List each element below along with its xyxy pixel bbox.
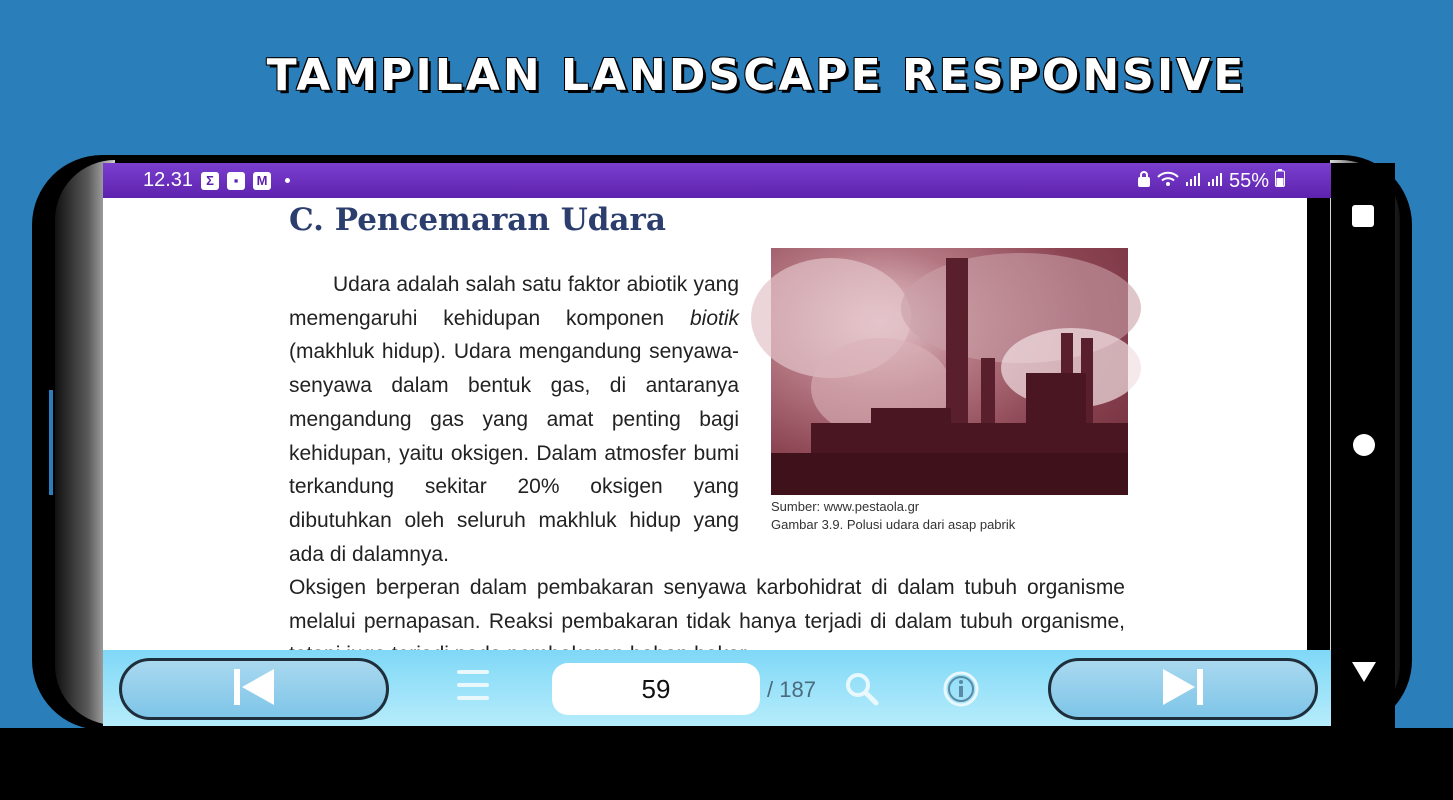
reader-toolbar: [103, 650, 1331, 726]
figure-caption: [771, 498, 1128, 534]
body-paragraph-wide: Oksigen berperan dalam pembakaran senyawa karbohidrat di dalam tubuh organisme melalui pernapasan. Reaksi pembakaran tidak hanya terjadi di dalam tubuh organisme,: [289, 576, 1125, 633]
notification-dot-icon: [285, 178, 290, 183]
recent-apps-icon[interactable]: [1352, 205, 1374, 227]
paragraph-text-1: Udara adalah salah satu faktor abiotik yang memengaruhi kehidupan komponen: [289, 273, 739, 330]
figure-title: Gambar 3.9. Polusi udara dari asap pabrik: [771, 517, 1016, 532]
wifi-icon: [1157, 170, 1179, 193]
paragraph-italic-term: biotik: [689, 306, 739, 330]
figure-pollution-photo: [771, 248, 1128, 495]
lock-icon: [1137, 170, 1151, 193]
home-icon[interactable]: [1353, 434, 1375, 456]
sigma-icon: Σ: [201, 172, 219, 190]
section-title: C. Pencemaran Udara: [289, 202, 666, 238]
info-icon[interactable]: [943, 671, 979, 707]
battery-icon: [1275, 169, 1285, 193]
banner-title: TAMPILAN LANDSCAPE RESPONSIVE: [266, 50, 1247, 101]
skip-previous-icon: [232, 669, 276, 709]
paragraph-text-2: (makhluk hidup). Udara mengandung senyawa-senyawa dalam bentuk gas, di antaranya mengandung gas yang amat penting bagi kehidupan, yaitu oksigen. Dalam atmosfer bumi terkandung sekitar 20% oksigen yang dibutuhkan oleh seluruh makhluk hidup yang ada di dalamnya.: [289, 340, 739, 566]
skip-next-icon: [1161, 669, 1205, 709]
image-icon: ▪: [227, 172, 245, 190]
book-page[interactable]: [103, 198, 1307, 653]
menu-icon[interactable]: [457, 670, 489, 704]
signal-icon-2: [1207, 170, 1223, 193]
figure-source: Sumber: www.pestaola.gr: [771, 499, 920, 514]
next-page-button[interactable]: [1048, 658, 1318, 720]
phone-side-button: [49, 390, 53, 495]
back-icon[interactable]: [1352, 662, 1376, 682]
status-bar: [103, 163, 1331, 198]
status-time: 12.31: [143, 169, 194, 191]
signal-icon: [1185, 170, 1201, 193]
page-total: / 187: [767, 677, 816, 702]
mail-icon: M: [253, 172, 271, 190]
prev-page-button[interactable]: [119, 658, 389, 720]
page-number-input[interactable]: [552, 663, 760, 715]
battery-percent: 55%: [1228, 169, 1269, 192]
floor-strip: [0, 728, 1453, 800]
search-icon[interactable]: [845, 672, 879, 706]
body-paragraph: [289, 268, 739, 571]
